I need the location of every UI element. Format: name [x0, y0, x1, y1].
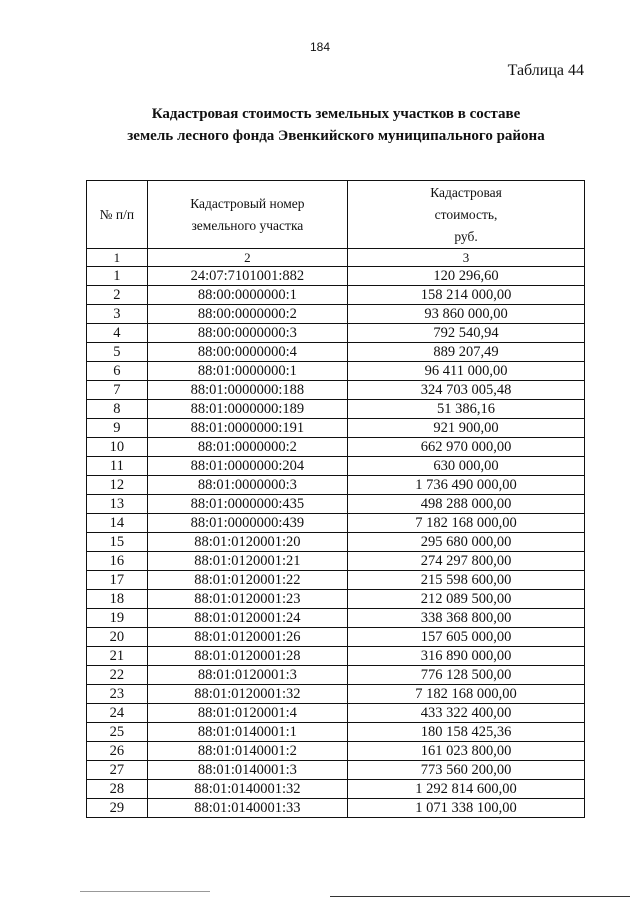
row-number-cell: 4 [87, 324, 148, 343]
row-number-cell: 6 [87, 362, 148, 381]
row-number-cell: 21 [87, 647, 148, 666]
table-row [87, 324, 585, 343]
cadastral-number-cell: 88:01:0140001:2 [147, 742, 347, 761]
column-index-row [87, 249, 585, 267]
table-row [87, 799, 585, 818]
cadastral-number-cell: 88:01:0000000:1 [147, 362, 347, 381]
table-row [87, 723, 585, 742]
table-row [87, 742, 585, 761]
table-row [87, 571, 585, 590]
cadastral-number-cell: 88:01:0000000:3 [147, 476, 347, 495]
table-row [87, 457, 585, 476]
row-number-cell: 29 [87, 799, 148, 818]
row-number-cell: 16 [87, 552, 148, 571]
column-index-1: 1 [87, 249, 148, 267]
cadastral-value-cell: 180 158 425,36 [348, 723, 585, 742]
table-row [87, 514, 585, 533]
row-number-cell: 18 [87, 590, 148, 609]
cadastral-number-cell: 88:01:0120001:3 [147, 666, 347, 685]
header-val-line-1: Кадастровая [430, 184, 502, 200]
row-number-cell: 10 [87, 438, 148, 457]
cadastral-value-cell: 630 000,00 [348, 457, 585, 476]
cadastral-value-cell: 792 540,94 [348, 324, 585, 343]
row-number-cell: 3 [87, 305, 148, 324]
cadastral-number-cell: 88:00:0000000:2 [147, 305, 347, 324]
cadastral-number-cell: 88:01:0000000:188 [147, 381, 347, 400]
document-title [0, 103, 640, 147]
table-row [87, 343, 585, 362]
table-row [87, 286, 585, 305]
cadastral-value-cell: 433 322 400,00 [348, 704, 585, 723]
row-number-cell: 12 [87, 476, 148, 495]
header-val-line-3: руб. [454, 228, 478, 244]
cadastral-value-cell: 215 598 600,00 [348, 571, 585, 590]
row-number-cell: 19 [87, 609, 148, 628]
scan-artifact-line-left [80, 891, 210, 892]
header-cad-line-1: Кадастровый номер [190, 195, 305, 211]
row-number-cell: 26 [87, 742, 148, 761]
cadastral-value-cell: 7 182 168 000,00 [348, 685, 585, 704]
cadastral-number-cell: 88:01:0120001:21 [147, 552, 347, 571]
cadastral-number-cell: 88:01:0000000:2 [147, 438, 347, 457]
table-row [87, 704, 585, 723]
cadastral-number-cell: 24:07:7101001:882 [147, 267, 347, 286]
title-line-1: Кадастровая стоимость земельных участков в составе [151, 106, 521, 122]
table-row [87, 438, 585, 457]
cadastral-number-cell: 88:01:0000000:439 [147, 514, 347, 533]
cadastral-value-cell: 1 736 490 000,00 [348, 476, 585, 495]
table-row [87, 590, 585, 609]
row-number-cell: 9 [87, 419, 148, 438]
row-number-cell: 23 [87, 685, 148, 704]
cadastral-number-cell: 88:01:0140001:1 [147, 723, 347, 742]
cadastral-value-cell: 93 860 000,00 [348, 305, 585, 324]
header-cadastral-value [348, 181, 585, 249]
cadastral-number-cell: 88:00:0000000:4 [147, 343, 347, 362]
header-num: № п/п [87, 181, 148, 249]
row-number-cell: 15 [87, 533, 148, 552]
row-number-cell: 27 [87, 761, 148, 780]
table-row [87, 552, 585, 571]
cadastral-number-cell: 88:01:0120001:23 [147, 590, 347, 609]
column-index-3: 3 [348, 249, 585, 267]
cadastral-value-cell: 158 214 000,00 [348, 286, 585, 305]
cadastral-value-cell: 120 296,60 [348, 267, 585, 286]
cadastral-number-cell: 88:01:0120001:24 [147, 609, 347, 628]
title-line-2: земель лесного фонда Эвенкийского муниципального района [127, 128, 545, 144]
row-number-cell: 11 [87, 457, 148, 476]
cadastral-value-cell: 498 288 000,00 [348, 495, 585, 514]
page-number: 184 [309, 40, 331, 54]
scan-artifact-line-right [330, 896, 630, 897]
table-row [87, 495, 585, 514]
table-row [87, 685, 585, 704]
cadastral-value-cell: 324 703 005,48 [348, 381, 585, 400]
table-row [87, 780, 585, 799]
row-number-cell: 28 [87, 780, 148, 799]
table-header-row [87, 181, 585, 249]
cadastral-number-cell: 88:01:0140001:33 [147, 799, 347, 818]
cadastral-value-cell: 96 411 000,00 [348, 362, 585, 381]
cadastral-value-cell: 212 089 500,00 [348, 590, 585, 609]
table-row [87, 419, 585, 438]
cadastral-number-cell: 88:01:0140001:3 [147, 761, 347, 780]
column-index-2: 2 [147, 249, 347, 267]
row-number-cell: 17 [87, 571, 148, 590]
header-cad-line-2: земельного участка [191, 217, 304, 233]
table-row [87, 628, 585, 647]
table-row [87, 647, 585, 666]
cadastral-value-cell: 51 386,16 [348, 400, 585, 419]
cadastral-value-cell: 338 368 800,00 [348, 609, 585, 628]
cadastral-value-cell: 1 292 814 600,00 [348, 780, 585, 799]
table-row [87, 476, 585, 495]
cadastral-number-cell: 88:01:0000000:204 [147, 457, 347, 476]
cadastral-value-cell: 295 680 000,00 [348, 533, 585, 552]
cadastral-number-cell: 88:00:0000000:3 [147, 324, 347, 343]
row-number-cell: 24 [87, 704, 148, 723]
table-row [87, 533, 585, 552]
row-number-cell: 2 [87, 286, 148, 305]
cadastral-value-cell: 1 071 338 100,00 [348, 799, 585, 818]
row-number-cell: 7 [87, 381, 148, 400]
cadastral-value-cell: 773 560 200,00 [348, 761, 585, 780]
cadastral-number-cell: 88:01:0000000:191 [147, 419, 347, 438]
cadastral-number-cell: 88:01:0000000:435 [147, 495, 347, 514]
cadastral-value-cell: 316 890 000,00 [348, 647, 585, 666]
row-number-cell: 13 [87, 495, 148, 514]
cadastral-number-cell: 88:01:0120001:22 [147, 571, 347, 590]
row-number-cell: 1 [87, 267, 148, 286]
cadastral-number-cell: 88:00:0000000:1 [147, 286, 347, 305]
table-row [87, 609, 585, 628]
row-number-cell: 5 [87, 343, 148, 362]
cadastral-number-cell: 88:01:0140001:32 [147, 780, 347, 799]
cadastral-number-cell: 88:01:0120001:4 [147, 704, 347, 723]
cadastral-number-cell: 88:01:0120001:32 [147, 685, 347, 704]
cadastral-value-cell: 889 207,49 [348, 343, 585, 362]
row-number-cell: 22 [87, 666, 148, 685]
cadastral-value-cell: 157 605 000,00 [348, 628, 585, 647]
table-row [87, 267, 585, 286]
cadastral-value-table [86, 180, 585, 818]
table-row [87, 305, 585, 324]
cadastral-number-cell: 88:01:0120001:20 [147, 533, 347, 552]
cadastral-value-cell: 7 182 168 000,00 [348, 514, 585, 533]
cadastral-number-cell: 88:01:0120001:26 [147, 628, 347, 647]
table-row [87, 761, 585, 780]
table-row [87, 362, 585, 381]
table-row [87, 400, 585, 419]
cadastral-value-cell: 921 900,00 [348, 419, 585, 438]
header-cadastral-number [147, 181, 347, 249]
cadastral-value-cell: 161 023 800,00 [348, 742, 585, 761]
row-number-cell: 20 [87, 628, 148, 647]
cadastral-value-cell: 662 970 000,00 [348, 438, 585, 457]
header-val-line-2: стоимость, [434, 206, 498, 222]
cadastral-value-cell: 776 128 500,00 [348, 666, 585, 685]
row-number-cell: 25 [87, 723, 148, 742]
row-number-cell: 8 [87, 400, 148, 419]
table-label: Таблица 44 [507, 62, 584, 79]
cadastral-value-cell: 274 297 800,00 [348, 552, 585, 571]
cadastral-number-cell: 88:01:0000000:189 [147, 400, 347, 419]
cadastral-number-cell: 88:01:0120001:28 [147, 647, 347, 666]
row-number-cell: 14 [87, 514, 148, 533]
table-row [87, 381, 585, 400]
table-row [87, 666, 585, 685]
